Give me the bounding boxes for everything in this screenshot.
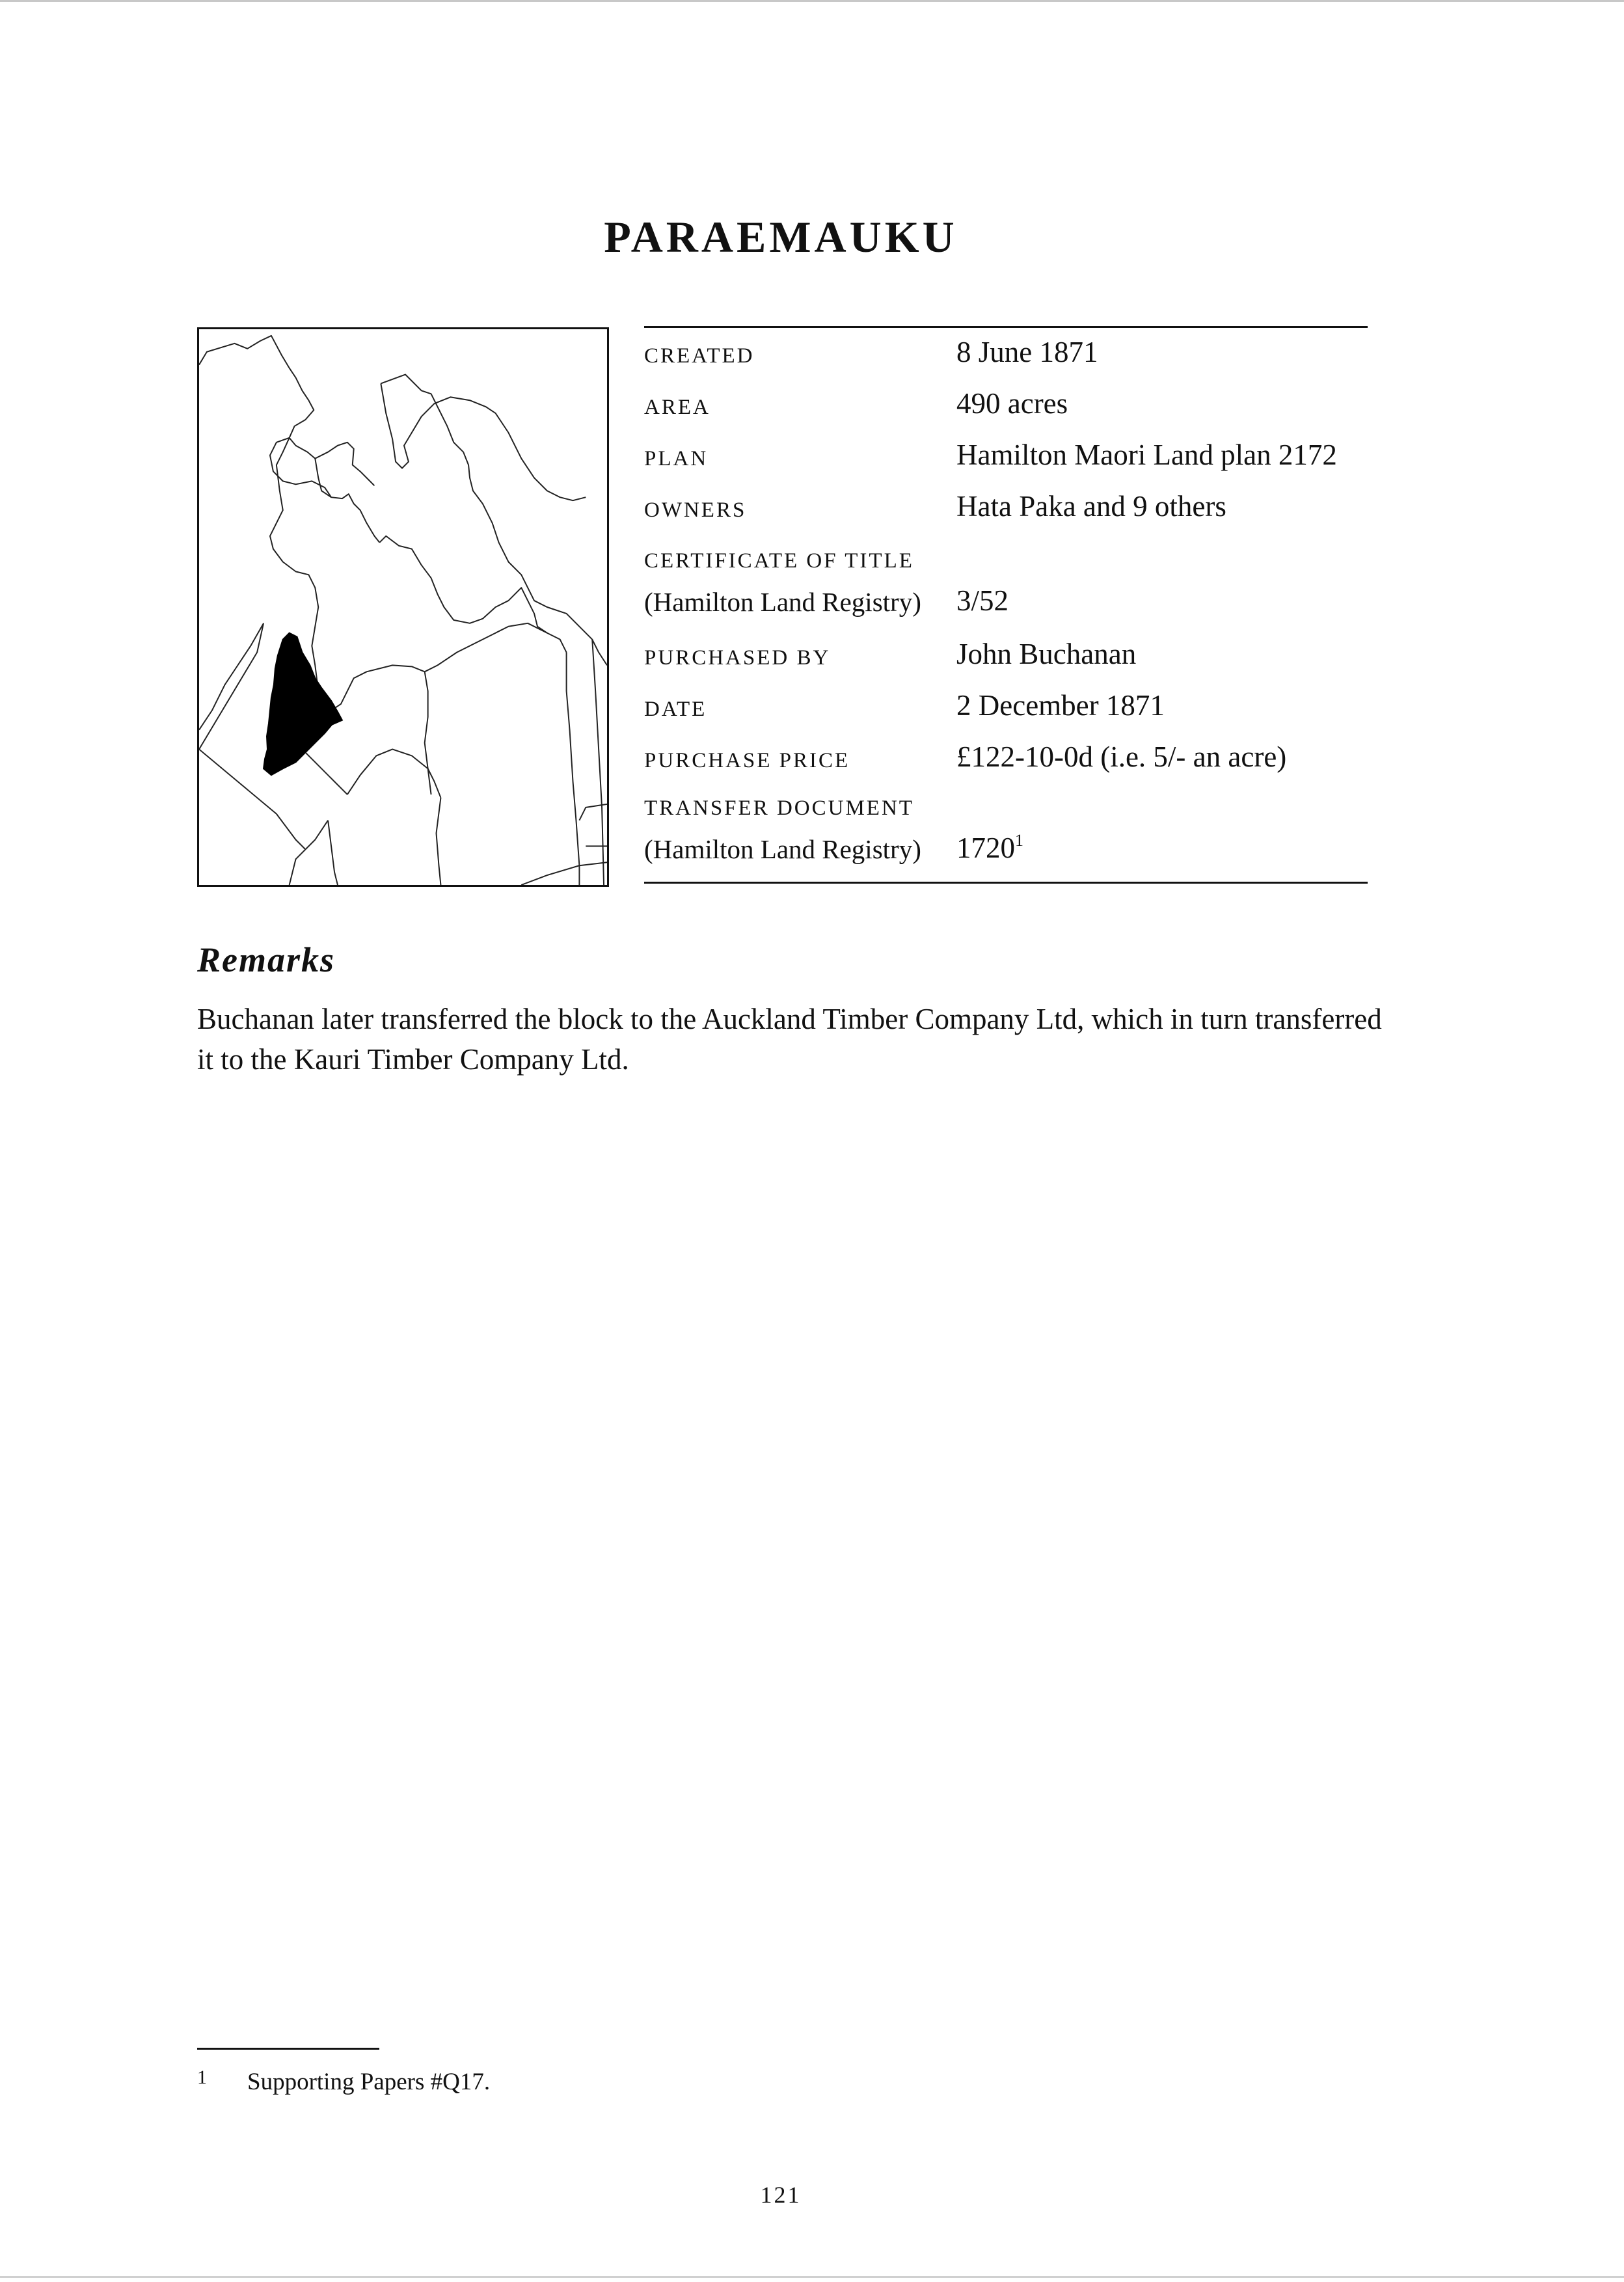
remarks-text: Buchanan later transferred the block to the Auckland Timber Company Ltd, which in turn transferred it to the Kauri Timber Company Ltd. — [197, 1003, 1382, 1076]
map-boundary-east — [381, 375, 607, 666]
locality-map — [197, 327, 609, 887]
remarks-heading: Remarks — [197, 940, 336, 979]
page-edge-bottom — [0, 2276, 1624, 2278]
detail-value: 2 December 1871 — [956, 689, 1165, 722]
map-boundary-south-se2 — [521, 862, 607, 885]
map-boundary-south-se — [579, 804, 607, 821]
detail-label: OWNERS — [644, 498, 747, 522]
page-title: PARAEMAUKU — [604, 212, 958, 262]
page-number: 121 — [760, 2182, 802, 2208]
map-boundary-south3 — [328, 821, 338, 885]
footnote-number: 1 — [197, 2067, 207, 2088]
detail-value: 8 June 1871 — [956, 336, 1098, 368]
table-bottom-rule — [644, 882, 1368, 884]
map-boundary-southwest2 — [199, 623, 264, 750]
detail-value: 3/52 — [956, 584, 1009, 617]
detail-label: DATE — [644, 698, 707, 721]
detail-label: TRANSFER DOCUMENT — [644, 796, 914, 820]
map-boundary-far-right — [592, 640, 604, 885]
map-boundary-right2 — [567, 653, 580, 885]
detail-label: AREA — [644, 396, 710, 419]
detail-value: Hamilton Maori Land plan 2172 — [956, 439, 1337, 471]
detail-value: £122-10-0d (i.e. 5/- an acre) — [956, 740, 1287, 773]
detail-value: Hata Paka and 9 others — [956, 490, 1226, 523]
detail-sublabel: (Hamilton Land Registry) — [644, 834, 921, 864]
highlighted-block — [264, 633, 342, 775]
map-boundary-south2 — [290, 821, 328, 885]
detail-label: PLAN — [644, 447, 709, 470]
map-boundary-inlet — [315, 459, 379, 543]
detail-label: CREATED — [644, 344, 755, 368]
map-boundary-mid — [379, 536, 547, 633]
detail-label: PURCHASE PRICE — [644, 749, 850, 772]
map-boundary-block-east — [321, 665, 431, 795]
map-boundary-north — [199, 336, 374, 485]
map-boundary-south4 — [437, 798, 441, 885]
detail-sublabel: (Hamilton Land Registry) — [644, 587, 921, 617]
map-boundary-harbour — [381, 383, 586, 500]
detail-label: CERTIFICATE OF TITLE — [644, 549, 914, 573]
detail-label: PURCHASED BY — [644, 646, 831, 670]
map-boundary-right — [425, 623, 567, 672]
locality-map-icon — [199, 329, 607, 885]
footnote-reference[interactable]: 1 — [1015, 831, 1023, 850]
footnote-text: Supporting Papers #Q17. — [247, 2069, 491, 2095]
page-edge-top — [0, 0, 1624, 2]
map-boundary-southwest — [199, 623, 264, 730]
transfer-document-number: 1720 — [956, 832, 1015, 864]
table-top-rule — [644, 326, 1368, 328]
footnote-rule — [197, 2048, 379, 2050]
detail-value: 490 acres — [956, 387, 1068, 420]
detail-value: John Buchanan — [956, 638, 1137, 670]
detail-value — [956, 831, 1023, 864]
